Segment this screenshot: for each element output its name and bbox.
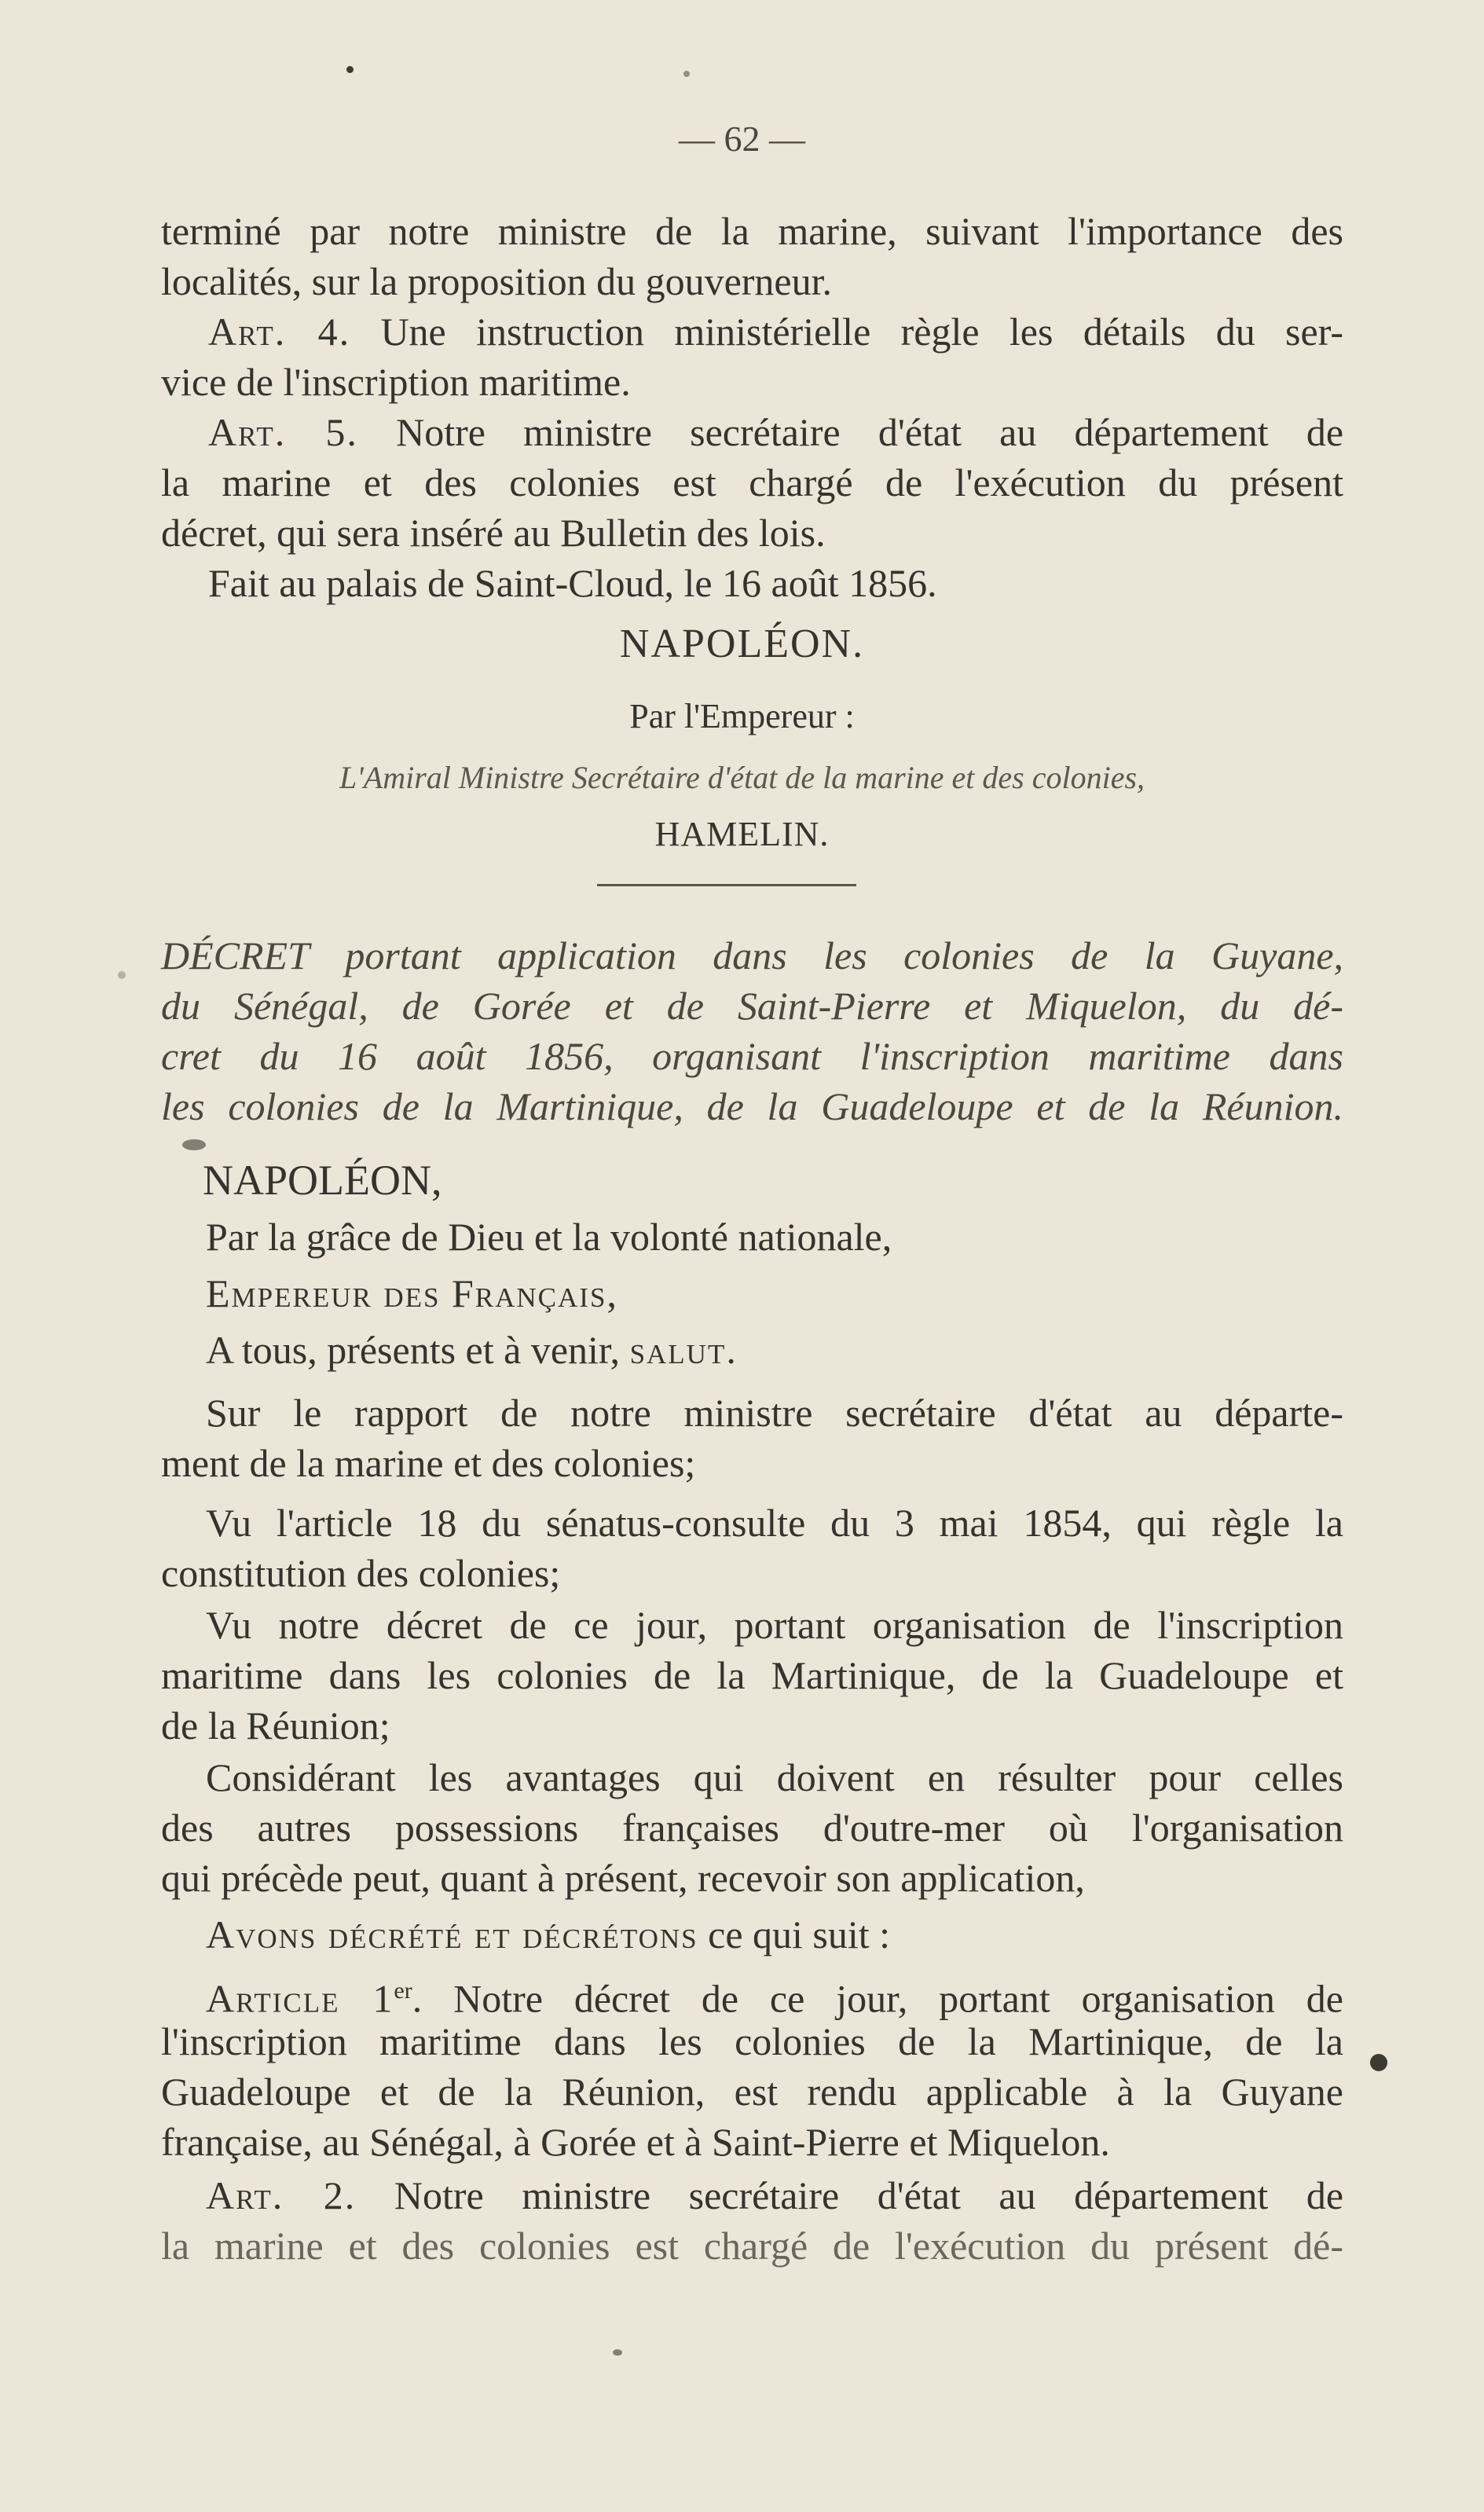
decree-title-line3: cret du 16 août 1856, organisant l'inscription maritime dans bbox=[161, 1034, 1343, 1078]
fait-line: Fait au palais de Saint-Cloud, le 16 août 1856. bbox=[208, 561, 937, 605]
article2-line2: la marine et des colonies est chargé de l'exécution du présent dé- bbox=[161, 2224, 1343, 2268]
vu-senatus-line1: Vu l'article 18 du sénatus-consulte du 3 mai 1854, qui règle la bbox=[206, 1501, 1343, 1545]
article1-sup: er bbox=[394, 1978, 412, 2004]
preamble-emperor: Empereur des Français, bbox=[206, 1271, 618, 1315]
vu-senatus-line2: constitution des colonies; bbox=[161, 1551, 561, 1595]
article1-line2: l'inscription maritime dans les colonies de la Martinique, de la bbox=[161, 2019, 1343, 2063]
art3-end-line2: localités, sur la proposition du gouverneur. bbox=[161, 259, 833, 303]
par-empereur: Par l'Empereur : bbox=[629, 697, 855, 735]
salut-word: salut. bbox=[629, 1328, 738, 1372]
decree-lead: DÉCRET bbox=[161, 933, 309, 977]
minister-title: L'Amiral Ministre Secrétaire d'état de la marine et des colonies, bbox=[339, 760, 1145, 795]
article1-line3: Guadeloupe et de la Réunion, est rendu applicable à la Guyane bbox=[161, 2070, 1343, 2114]
preamble-napoleon: NAPOLÉON, bbox=[203, 1157, 442, 1204]
considerant-line2: des autres possessions françaises d'outre-mer où l'organisation bbox=[161, 1806, 1343, 1850]
decree-title-line2: du Sénégal, de Gorée et de Saint-Pierre et Miquelon, du dé- bbox=[161, 984, 1343, 1028]
art5-line2: la marine et des colonies est chargé de l'exécution du présent bbox=[161, 460, 1343, 504]
vu-decret-line1: Vu notre décret de ce jour, portant organisation de l'inscription bbox=[206, 1603, 1343, 1647]
art3-end-line1: terminé par notre ministre de la marine, suivant l'importance des bbox=[161, 209, 1343, 253]
considerant-line3: qui précède peut, quant à présent, recevoir son application, bbox=[161, 1856, 1085, 1900]
article2-label: Art. 2. bbox=[206, 2173, 357, 2217]
article1-line4: française, au Sénégal, à Gorée et à Saint-Pierre et Miquelon. bbox=[161, 2120, 1110, 2164]
ink-speck bbox=[346, 66, 354, 73]
signature-hamelin: HAMELIN. bbox=[654, 815, 830, 853]
art5-line1: Art. 5. Notre ministre secrétaire d'état au département de bbox=[208, 410, 1344, 454]
ink-blot bbox=[1370, 2054, 1387, 2071]
sur-rapport-line1: Sur le rapport de notre ministre secrétaire d'état au départe- bbox=[206, 1391, 1343, 1435]
avons-decrete-line: Avons décrété et décrétons ce qui suit : bbox=[206, 1912, 891, 1956]
signature-napoleon: NAPOLÉON. bbox=[619, 622, 865, 666]
art5-label: Art. 5. bbox=[208, 410, 358, 454]
ink-speck bbox=[683, 71, 690, 77]
ink-speck bbox=[613, 2349, 622, 2356]
vu-decret-line2: maritime dans les colonies de la Martinique, de la Guadeloupe et bbox=[161, 1653, 1343, 1697]
ink-blot bbox=[182, 1139, 206, 1150]
considerant-line1: Considérant les avantages qui doivent en résulter pour celles bbox=[206, 1755, 1343, 1799]
vu-decret-line3: de la Réunion; bbox=[161, 1703, 390, 1747]
decree-title-line1: DÉCRET portant application dans les colonies de la Guyane, bbox=[161, 933, 1344, 977]
art4-label: Art. 4. bbox=[208, 310, 351, 354]
separator-rule bbox=[597, 884, 856, 886]
art4-line1: Art. 4. Une instruction ministérielle règle les détails du ser- bbox=[208, 310, 1343, 354]
preamble-salut-line: A tous, présents et à venir, salut. bbox=[206, 1328, 738, 1372]
page-number: — 62 — bbox=[679, 119, 805, 159]
sur-rapport-line2: ment de la marine et des colonies; bbox=[161, 1441, 696, 1485]
art5-line3: décret, qui sera inséré au Bulletin des lois. bbox=[161, 511, 826, 555]
decree-title-line4: les colonies de la Martinique, de la Guadeloupe et de la Réunion. bbox=[161, 1084, 1343, 1128]
art4-line2: vice de l'inscription maritime. bbox=[161, 360, 631, 404]
avons-lead: Avons décrété et décrétons bbox=[206, 1912, 698, 1956]
preamble-grace: Par la grâce de Dieu et la volonté nationale, bbox=[206, 1215, 892, 1259]
article1-label: Article 1 bbox=[206, 1976, 394, 2021]
ink-speck bbox=[118, 971, 126, 979]
article2-line1: Art. 2. Notre ministre secrétaire d'état au département de bbox=[206, 2173, 1344, 2217]
article1-line1: Article 1er. Notre décret de ce jour, portant organisation de bbox=[206, 1976, 1343, 2021]
